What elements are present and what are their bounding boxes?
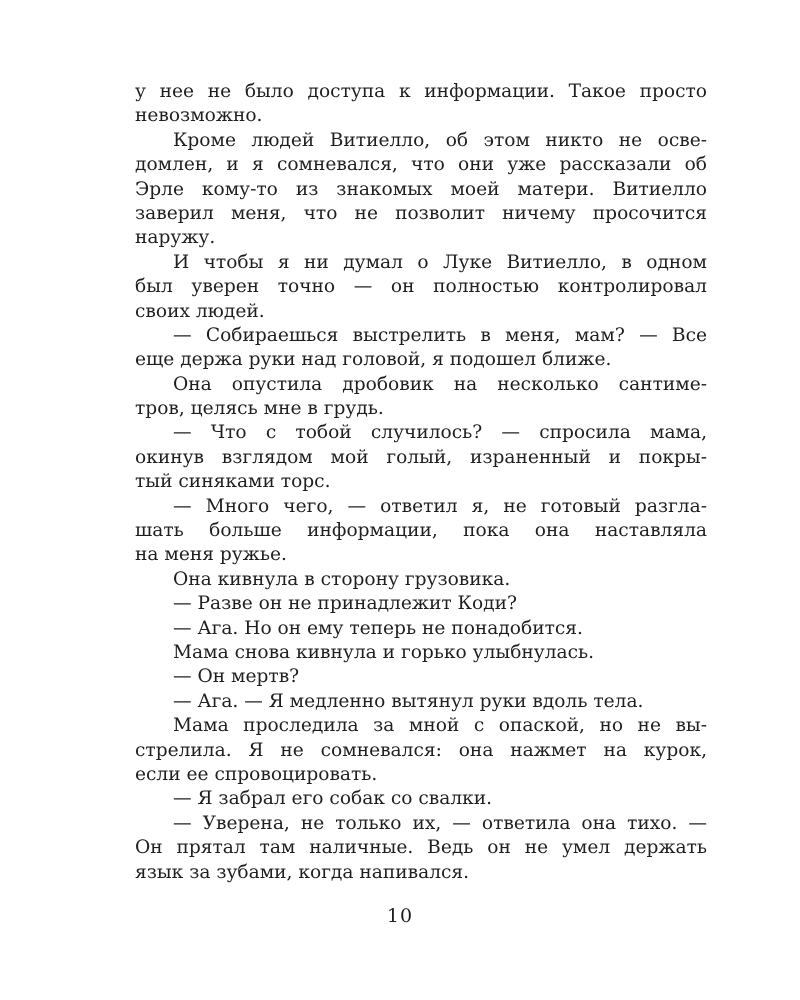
text-line: окинув взглядом мой голый, израненный и покры- (135, 446, 707, 468)
text-line: — Разве он не принадлежит Коди? (173, 593, 517, 615)
text-line: — Ага. — Я медленно вытянул руки вдоль тела. (173, 690, 644, 712)
text-line: у нее не было доступа к информации. Такое просто (135, 81, 707, 102)
text-line: на меня ружье. (135, 544, 287, 566)
text-line: язык за зубами, когда напивался. (135, 861, 470, 883)
text-line: — Он мертв? (173, 666, 300, 688)
text-line: Мама проследила за мной с опаской, но не вы- (173, 715, 707, 737)
text-line: Кроме людей Витиелло, об этом никто не осве- (173, 129, 707, 151)
text-line: стрелила. Я не сомневался: она нажмет на курок, (135, 739, 707, 761)
body-text (135, 80, 707, 885)
text-line: домлен, и я сомневался, что они уже рассказали об (135, 154, 707, 176)
text-line: Мама снова кивнула и горько улыбнулась. (173, 641, 595, 663)
text-line: Он прятал там наличные. Ведь он не умел держать (135, 837, 707, 859)
text-line: шать больше информации, пока она наставляла (135, 520, 707, 542)
text-line: — Уверена, не только их, — ответила она тихо. — (173, 812, 707, 834)
text-line: если ее спровоцировать. (135, 763, 378, 785)
text-line: — Собираешься выстрелить в меня, мам? — Все (173, 324, 707, 346)
text-line: своих людей. (135, 300, 265, 322)
text-line: — Много чего, — ответил я, не готовый разгла- (173, 495, 707, 517)
text-line: — Что с тобой случилось? — спросила мама, (173, 422, 707, 444)
page-number: 10 (386, 905, 414, 927)
text-line: Эрле кому-то из знакомых моей матери. Витиелло (135, 178, 707, 200)
text-line: заверил меня, что не позволит ничему просочится (135, 202, 707, 224)
text-line: Она кивнула в сторону грузовика. (173, 568, 511, 590)
text-line: Она опустила дробовик на несколько сантиме- (173, 373, 707, 395)
text-line: невозможно. (135, 105, 263, 127)
text-line: тый синяками торс. (135, 471, 331, 493)
text-line: — Я забрал его собак со свалки. (173, 788, 493, 810)
text-line: тров, целясь мне в грудь. (135, 398, 384, 420)
text-line: наружу. (135, 227, 216, 249)
text-line: И чтобы я ни думал о Луке Витиелло, в одном (173, 251, 707, 273)
text-line: еще держа руки над головой, я подошел ближе. (135, 349, 612, 371)
text-line: — Ага. Но он ему теперь не понадобится. (173, 617, 583, 639)
text-line: был уверен точно — он полностью контролировал (135, 276, 707, 298)
